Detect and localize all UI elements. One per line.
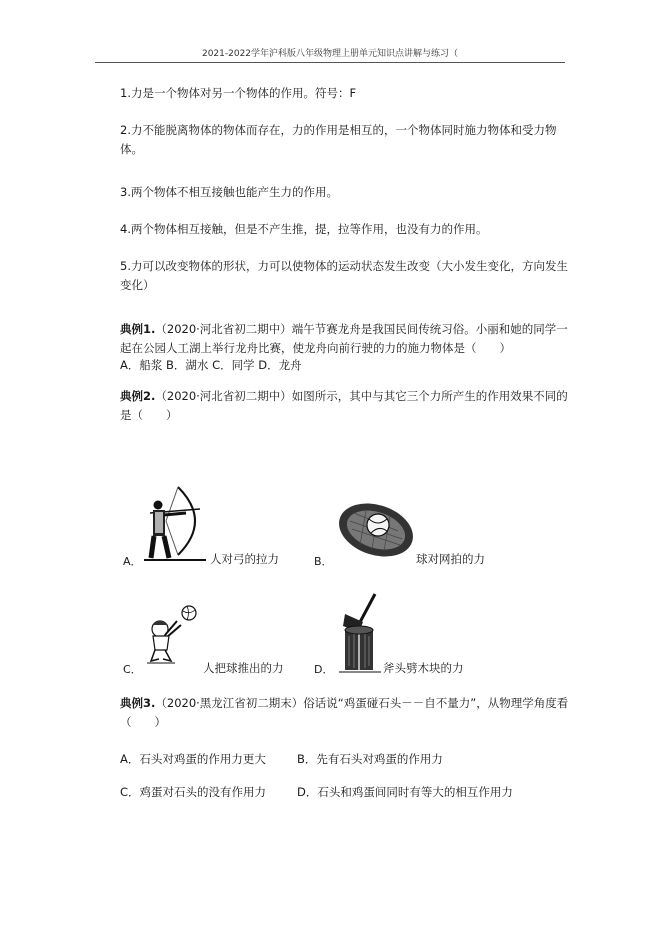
figure-b-caption: 球对网拍的力 [416, 552, 485, 566]
example-3 [120, 694, 570, 732]
page-header: 2021-2022学年沪科版八年级物理上册单元知识点讲解与练习（ [95, 46, 565, 63]
axe-wood-figure [337, 592, 385, 678]
example-2-text: （2020·河北省初二期中）如图所示，其中与其它三个力所产生的作用效果不同的是（ ） [120, 389, 568, 422]
figure-d-letter: D． [314, 663, 334, 676]
example-1-text: （2020·河北省初二期中）端午节赛龙舟是我国民间传统习俗。小丽和她的同学一起在公园人工湖上举行龙舟比赛，使龙舟向前行驶的力的施力物体是（ ） [120, 322, 568, 355]
example-2 [120, 387, 570, 425]
example-3-option-b: B．先有石头对鸡蛋的作用力 [297, 752, 443, 766]
example-3-option-a: A．石头对鸡蛋的作用力更大 [120, 752, 266, 766]
figure-c-caption: 人把球推出的力 [203, 661, 284, 675]
example-1 [120, 320, 570, 358]
example-3-text: （2020·黑龙江省初二期末）俗话说“鸡蛋碰石头－－自不量力”，从物理学角度看（ ） [120, 696, 569, 729]
racket-ball-figure [336, 495, 416, 565]
point-5: 5.力可以改变物体的形状，力可以使物体的运动状态发生改变（大小发生变化，方向发生变化） [120, 259, 568, 292]
archer-figure [142, 483, 208, 563]
point-2: 2.力不能脱离物体的物体而存在，力的作用是相互的，一个物体同时施力物体和受力物体。 [120, 123, 557, 156]
volleyball-player-figure [145, 603, 205, 669]
figure-c-letter: C． [123, 663, 142, 676]
example-3-option-c: C．鸡蛋对石头的没有作用力 [120, 785, 267, 799]
figure-b-letter: B． [314, 555, 333, 568]
example-1-label: 典例1. [120, 322, 156, 336]
figure-a-letter: A． [123, 555, 142, 568]
point-1: 1.力是一个物体对另一个物体的作用。符号：F [120, 86, 357, 100]
example-2-label: 典例2. [120, 389, 156, 403]
figure-a-caption: 人对弓的拉力 [210, 552, 279, 566]
point-3: 3.两个物体不相互接触也能产生力的作用。 [120, 185, 338, 199]
point-4: 4.两个物体相互接触，但是不产生推，提，拉等作用，也没有力的作用。 [120, 222, 488, 236]
figure-d-caption: 斧头劈木块的力 [383, 661, 464, 675]
example-1-options: A．船浆 B．湖水 C．同学 D．龙舟 [120, 358, 302, 372]
example-3-label: 典例3. [120, 696, 156, 710]
example-3-option-d: D．石头和鸡蛋间同时有等大的相互作用力 [297, 785, 513, 799]
